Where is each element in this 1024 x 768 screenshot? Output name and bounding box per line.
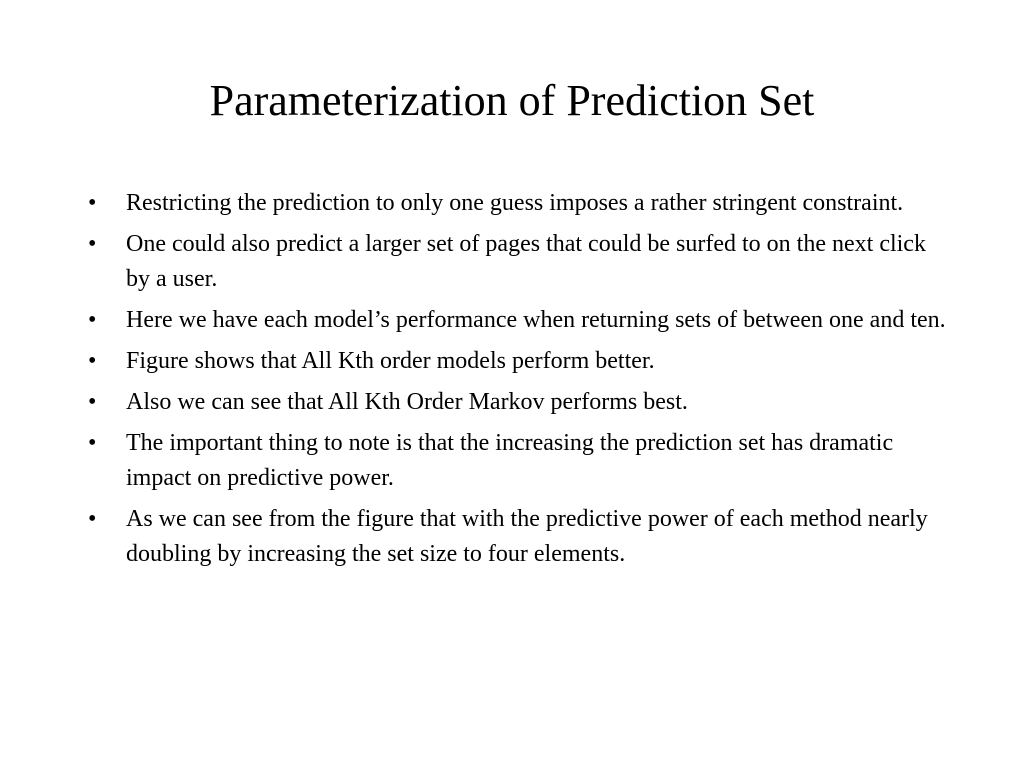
bullet-marker: • xyxy=(88,430,97,456)
bullet-text: As we can see from the figure that with the predictive power of each method nearly doubling by increasing the set size to four elements. xyxy=(126,506,928,567)
bullet-item xyxy=(88,303,948,338)
bullet-item xyxy=(88,227,948,297)
bullet-text: Figure shows that All Kth order models perform better. xyxy=(126,348,655,374)
bullet-text: Restricting the prediction to only one guess imposes a rather stringent constraint. xyxy=(126,190,904,216)
bullet-marker: • xyxy=(88,506,97,532)
bullet-item xyxy=(88,344,948,379)
bullet-text: One could also predict a larger set of pages that could be surfed to on the next click by a user. xyxy=(126,231,926,292)
bullet-marker: • xyxy=(88,231,97,257)
bullet-item xyxy=(88,426,948,496)
bullet-list xyxy=(88,186,948,578)
bullet-text: Also we can see that All Kth Order Markov performs best. xyxy=(126,389,688,415)
bullet-item xyxy=(88,186,948,221)
bullet-marker: • xyxy=(88,389,97,415)
bullet-item xyxy=(88,502,948,572)
bullet-text: The important thing to note is that the increasing the prediction set has dramatic impact on predictive power. xyxy=(126,430,894,491)
bullet-text: Here we have each model’s performance when returning sets of between one and ten. xyxy=(126,307,946,333)
bullet-item xyxy=(88,385,948,420)
bullet-marker: • xyxy=(88,190,97,216)
bullet-marker: • xyxy=(88,348,97,374)
slide-title: Parameterization of Prediction Set xyxy=(209,76,815,125)
bullet-marker: • xyxy=(88,307,97,333)
